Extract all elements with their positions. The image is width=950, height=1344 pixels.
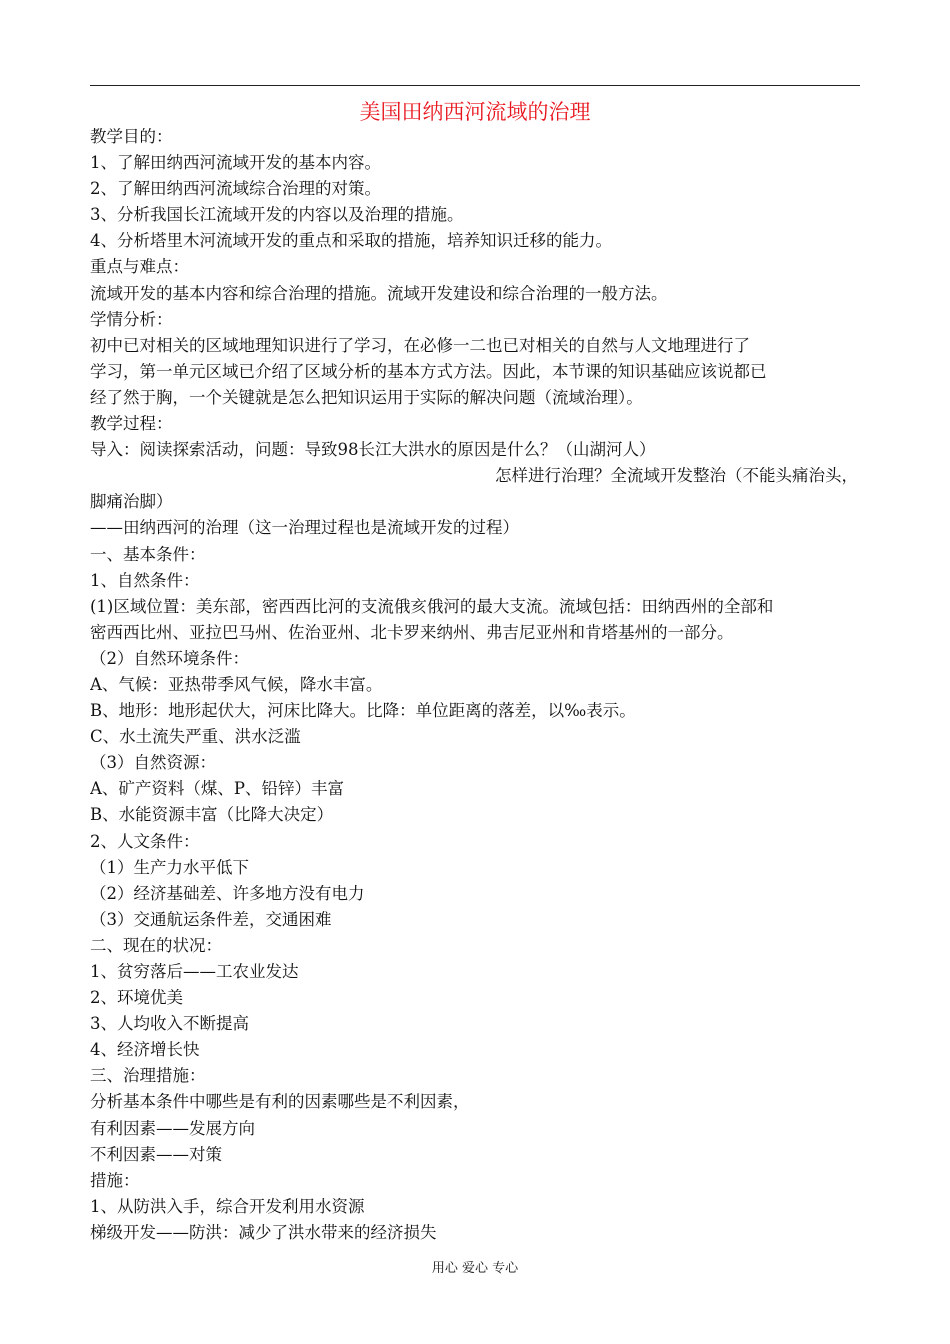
text-line: B、水能资源丰富（比降大决定） [90,805,334,825]
text-line: 重点与难点： [90,257,189,277]
text-line: 二、现在的状况： [90,935,222,955]
text-line: 初中已对相关的区域地理知识进行了学习，在必修一二也已对相关的自然与人文地理进行了 [90,335,750,355]
text-line: 4、经济增长快 [90,1040,200,1060]
text-line: 脚痛治脚） [90,492,173,512]
text-line: 1、了解田纳西河流域开发的基本内容。 [90,153,381,173]
page-footer: 用心 爱心 专心 [431,1261,519,1276]
text-line: 1、自然条件： [90,570,200,590]
text-line: （1）生产力水平低下 [90,857,249,877]
text-line: 密西西比州、亚拉巴马州、佐治亚州、北卡罗来纳州、弗吉尼亚州和肯塔基州的一部分。 [90,622,734,642]
text-line: 1、从防洪入手，综合开发利用水资源 [90,1196,365,1216]
text-line: （2）经济基础差、许多地方没有电力 [90,883,365,903]
header-rule [90,85,860,86]
text-line: (1)区域位置：美东部，密西西比河的支流俄亥俄河的最大支流。流域包括：田纳西州的全部和 [90,596,774,616]
text-line: 导入：阅读探索活动，问题：导致98长江大洪水的原因是什么？（山湖河人） [90,440,656,460]
text-line: 2、了解田纳西河流域综合治理的对策。 [90,179,381,199]
text-line: 一、基本条件： [90,544,206,564]
text-line: A、矿产资料（煤、P、铅锌）丰富 [90,779,345,799]
text-line: 2、人文条件： [90,831,200,851]
text-line: 三、治理措施： [90,1066,206,1086]
text-line: 有利因素——发展方向 [90,1118,255,1138]
text-line: 教学目的： [90,127,173,146]
text-line: ——田纳西河的治理（这一治理过程也是流域开发的过程） [90,518,519,538]
text-line: B、地形：地形起伏大，河床比降大。比降：单位距离的落差，以‰表示。 [90,701,636,721]
text-line: （3）交通航运条件差，交通困难 [90,909,332,929]
text-line: 3、人均收入不断提高 [90,1014,249,1034]
text-line: （2）自然环境条件： [90,648,249,668]
text-line: 学习，第一单元区域已介绍了区域分析的基本方式方法。因此，本节课的知识基础应该说都已 [90,361,767,381]
text-line: 4、分析塔里木河流域开发的重点和采取的措施，培养知识迁移的能力。 [90,231,612,251]
document-body [90,124,862,1246]
text-line: 怎样进行治理？全流域开发整治（不能头痛治头， [495,466,858,486]
text-line: 经了然于胸，一个关键就是怎么把知识运用于实际的解决问题（流域治理）。 [90,387,643,407]
text-line: 学情分析： [90,309,173,329]
text-line: 1、贫穷落后——工农业发达 [90,962,299,981]
text-line: 措施： [90,1170,140,1190]
text-line: C、水土流失严重、洪水泛滥 [90,727,301,747]
text-line: 教学过程： [90,414,173,434]
text-line: 不利因素——对策 [90,1144,222,1164]
text-line: 3、分析我国长江流域开发的内容以及治理的措施。 [90,205,464,225]
document-title: 美国田纳西河流域的治理 [359,100,591,124]
text-line: 流域开发的基本内容和综合治理的措施。流域开发建设和综合治理的一般方法。 [90,283,668,303]
text-line: 分析基本条件中哪些是有利的因素哪些是不利因素， [90,1092,470,1112]
text-line: A、气候：亚热带季风气候，降水丰富。 [90,674,383,694]
text-line: （3）自然资源： [90,753,216,773]
text-line: 2、环境优美 [90,988,183,1008]
text-line: 梯级开发——防洪：减少了洪水带来的经济损失 [90,1222,437,1242]
